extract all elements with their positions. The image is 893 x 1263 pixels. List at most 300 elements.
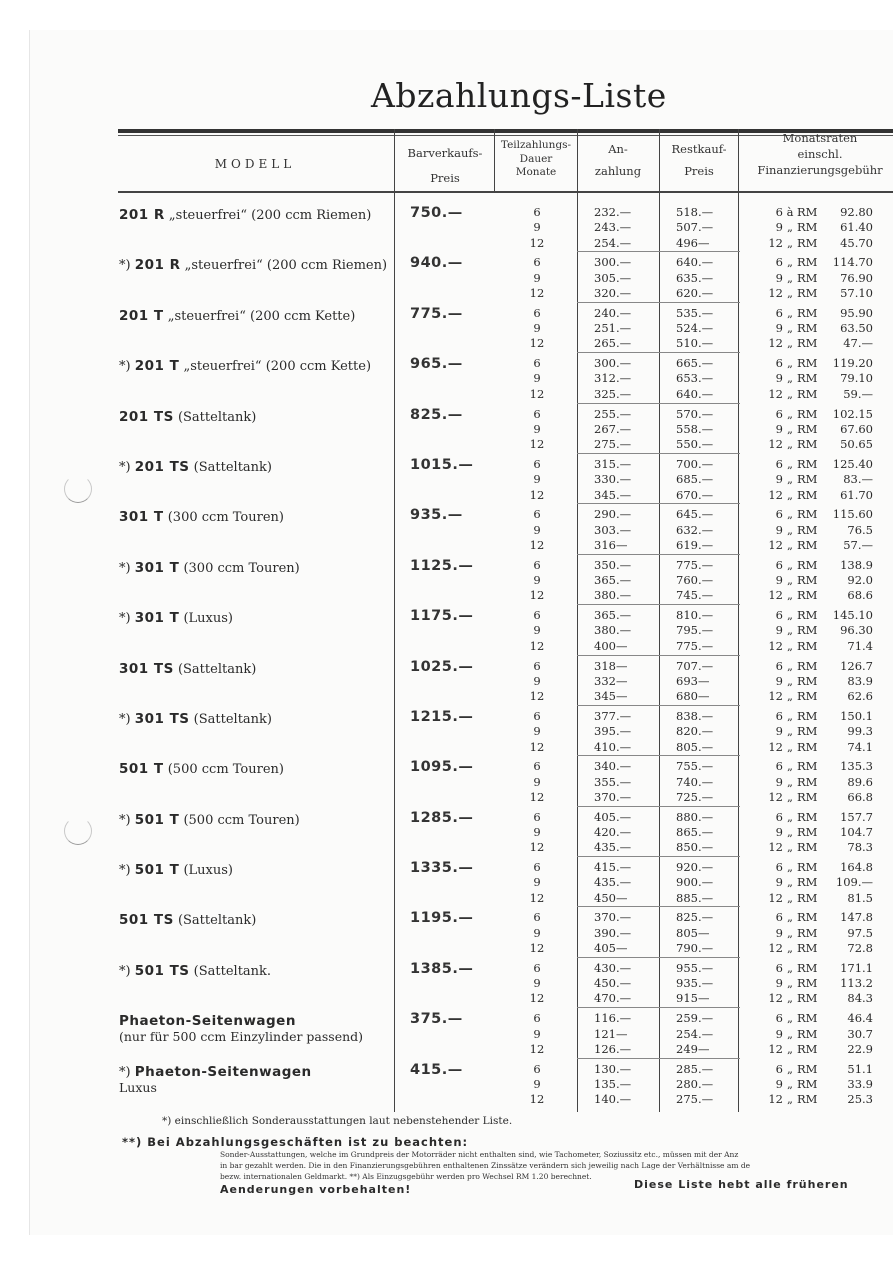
rate-amount: 92.0 [847,573,873,588]
model-name [119,912,256,928]
remaining-price-cell [676,255,713,301]
rate-line [759,236,873,251]
rate-line [759,573,873,588]
model-code: 201 TS [134,458,190,475]
rate-each: „ [787,573,793,588]
rate-line [759,976,873,991]
rate-each: „ [787,1092,793,1107]
rate-months: 12 [768,991,783,1006]
row-separator [577,906,740,907]
rate-each: „ [787,507,793,522]
down-payment-value: 370.— [594,910,632,925]
rate-months: 12 [768,1041,783,1056]
model-desc: (Satteltank) [177,409,257,425]
down-payment-value: 300.— [594,356,632,371]
months-value: 12 [529,638,545,653]
months-value: 9 [533,724,541,739]
rate-amount: 78.3 [847,840,873,855]
down-payment-value: 130.— [594,1061,632,1076]
down-payment-value: 435.— [594,840,632,855]
rate-line [759,588,873,603]
rate-each: „ [787,809,793,824]
cash-price: 1015.— [410,456,474,473]
remaining-price-value: 820.— [676,724,714,739]
header-teilzahlungsdauer: Teilzahlungs- Dauer Monate [500,139,572,178]
rate-currency: RM [797,1041,818,1056]
rate-currency: RM [797,809,818,824]
months-value: 12 [529,739,545,754]
model-prefix: *) [119,1064,135,1080]
remaining-price-value: 510.— [676,336,714,351]
table-row [0,251,893,301]
months-value: 12 [529,941,545,956]
rate-each: „ [787,472,793,487]
cash-price: 1385.— [410,960,474,977]
rate-line [759,1027,873,1042]
rate-months: 12 [768,840,783,855]
down-payment-value: 290.— [594,507,632,522]
rate-months: 9 [775,1076,783,1091]
rate-line [759,639,873,654]
months-value: 9 [533,774,541,789]
rate-each: „ [787,255,793,270]
rate-amount: 145.10 [832,608,873,623]
header-monatsraten: Monatsraten einschl. Finanzierungsgebühr [757,131,883,177]
rate-months: 6 [775,205,783,219]
rate-each: „ [787,623,793,638]
rate-currency: RM [797,1011,818,1026]
cash-price: 935.— [410,507,463,524]
rate-amount: 33.9 [847,1076,873,1091]
rate-each: „ [787,689,793,704]
model-code: 201 T [134,358,180,375]
remaining-price-value: 790.— [676,941,714,956]
table-row [0,957,893,1007]
rate-amount: 76.5 [847,522,873,537]
row-separator [577,806,740,807]
rate-months: 9 [775,522,783,537]
note-line: in bar gezahlt werden. Die in den Finanzierungsgebühren enthaltenen Zinssätze verändern sich jeweilig nach Lage der Verhältnisse am de [220,1161,751,1170]
row-separator [577,554,740,555]
months-cell [522,910,552,956]
rate-amount: 66.8 [847,789,873,804]
rate-months: 12 [768,638,783,653]
months-value: 6 [533,255,541,270]
monthly-rate-cell [759,407,873,453]
row-separator [577,453,740,454]
rate-line [759,387,873,402]
down-payment-value: 254.— [594,235,632,250]
model-code: 201 R [134,257,181,274]
down-payment-value: 380.— [594,588,632,603]
table-row [0,604,893,654]
row-separator [577,352,740,353]
rate-amount: 76.90 [840,270,873,285]
rate-months: 6 [775,356,783,371]
remaining-price-cell [676,810,713,856]
rate-currency: RM [797,976,818,991]
rate-amount: 97.5 [847,925,873,940]
rate-currency: RM [797,991,818,1006]
rate-each: „ [787,824,793,839]
row-separator [577,403,740,404]
down-payment-cell [594,1011,631,1057]
months-value: 9 [533,472,541,487]
model-name [119,761,284,777]
rate-currency: RM [797,623,818,638]
rate-line [759,623,873,638]
rate-each: „ [787,285,793,300]
remaining-price-value: 805— [676,925,710,940]
remaining-price-value: 775.— [676,557,714,572]
remaining-price-value: 880.— [676,809,714,824]
months-value: 9 [533,976,541,991]
remaining-price-value: 725.— [676,789,714,804]
model-code: 201 TS [119,408,174,425]
rate-amount: 104.7 [840,824,873,839]
rate-line [759,558,873,573]
table-row [0,755,893,805]
months-value: 9 [533,623,541,638]
rate-line [759,407,873,422]
rate-months: 9 [775,976,783,991]
cash-price: 1175.— [410,608,474,625]
rate-amount: 171.1 [840,960,873,975]
months-value: 6 [533,860,541,875]
remaining-price-value: 249— [676,1041,710,1056]
monthly-rate-cell [759,205,873,251]
rate-currency: RM [797,1026,818,1041]
down-payment-value: 240.— [594,305,632,320]
rate-amount: 119.20 [832,356,873,371]
down-payment-value: 315.— [594,456,632,471]
rate-months: 6 [775,456,783,471]
rate-each: „ [787,608,793,623]
down-payment-value: 415.— [594,860,632,875]
cash-price: 965.— [410,356,463,373]
months-value: 9 [533,573,541,588]
rate-amount: 95.90 [840,305,873,320]
rate-each: „ [787,673,793,688]
remaining-price-value: 665.— [676,356,714,371]
remaining-price-value: 825.— [676,910,714,925]
rate-each: „ [787,708,793,723]
rate-line [759,507,873,522]
cash-price: 775.— [410,305,463,322]
model-code: 201 R [119,207,165,223]
rate-currency: RM [797,557,818,572]
cash-price: 375.— [410,1011,463,1028]
remaining-price-cell [676,306,713,352]
rate-each: „ [787,658,793,673]
months-value: 6 [533,960,541,975]
months-value: 12 [529,386,545,401]
rate-each: „ [787,789,793,804]
down-payment-value: 435.— [594,875,632,890]
rate-currency: RM [797,840,818,855]
months-value: 9 [533,824,541,839]
rate-each: „ [787,910,793,925]
cash-price: 750.— [410,205,463,221]
rate-each: „ [787,305,793,320]
rate-amount: 83.9 [847,673,873,688]
rate-months: 9 [775,875,783,890]
rate-each: „ [787,774,793,789]
rate-months: 6 [775,1011,783,1026]
model-desc: (Luxus) [183,611,233,627]
rate-amount: 79.10 [840,371,873,386]
row-separator [577,251,740,252]
down-payment-value: 400— [594,638,628,653]
months-value: 6 [533,557,541,572]
row-separator [577,755,740,756]
remaining-price-cell [676,759,713,805]
months-value: 6 [533,305,541,320]
rate-line [759,740,873,755]
down-payment-value: 135.— [594,1076,632,1091]
months-value: 9 [533,673,541,688]
rate-amount: 57.10 [840,285,873,300]
down-payment-value: 340.— [594,759,632,774]
months-cell [522,659,552,705]
rate-line [759,220,873,235]
rate-currency: RM [797,960,818,975]
rate-currency: RM [797,638,818,653]
months-value: 6 [533,809,541,824]
months-value: 6 [533,456,541,471]
monthly-rate-cell [759,709,873,755]
rate-months: 6 [775,759,783,774]
model-desc: „steuerfrei“ (200 ccm Kette) [167,308,356,324]
rate-line [759,472,873,487]
rate-currency: RM [797,336,818,351]
remaining-price-value: 653.— [676,371,714,386]
rate-each: „ [787,638,793,653]
model-name [119,560,300,576]
rate-line [759,488,873,503]
rate-months: 12 [768,285,783,300]
rate-currency: RM [797,774,818,789]
down-payment-value: 345.— [594,487,632,502]
model-code: 301 T [134,610,180,627]
down-payment-value: 430.— [594,960,632,975]
down-payment-cell [594,860,631,906]
rate-each: „ [787,1026,793,1041]
cash-price: 825.— [410,406,463,423]
remaining-price-value: 935.— [676,976,714,991]
down-payment-value: 345— [594,689,628,704]
rate-months: 12 [768,537,783,552]
down-payment-value: 330.— [594,472,632,487]
note-line: bezw. internationalen Geldmarkt. **) Als Einzugsgebühr werden pro Wechsel RM 1.20 berechnet. [220,1172,592,1181]
rate-currency: RM [797,255,818,270]
rate-currency: RM [797,824,818,839]
rate-currency: RM [797,220,818,235]
rate-amount: 47.— [843,336,873,351]
rate-line [759,255,873,270]
rate-each: „ [787,537,793,552]
months-value: 9 [533,421,541,436]
rate-line [759,810,873,825]
note-heading: **) Bei Abzahlungsgeschäften ist zu beachten: [122,1135,469,1149]
months-cell [522,306,552,352]
down-payment-value: 450.— [594,976,632,991]
remaining-price-value: 755.— [676,759,714,774]
rate-currency: RM [797,739,818,754]
rate-each: „ [787,976,793,991]
rate-months: 12 [768,487,783,502]
months-value: 6 [533,356,541,371]
rate-currency: RM [797,673,818,688]
months-value: 12 [529,840,545,855]
remaining-price-cell [676,709,713,755]
rate-each: „ [787,941,793,956]
months-value: 12 [529,235,545,250]
rate-each: „ [787,1011,793,1026]
row-separator [577,302,740,303]
remaining-price-value: 885.— [676,890,714,905]
months-cell [522,407,552,453]
rate-each: „ [787,557,793,572]
table-row [0,1007,893,1057]
model-name [119,409,256,425]
table-row [0,806,893,856]
remaining-price-value: 693— [676,673,710,688]
months-value: 12 [529,991,545,1006]
remaining-price-value: 645.— [676,507,714,522]
table-row [0,655,893,705]
cash-price: 1335.— [410,860,474,877]
remaining-price-value: 496— [676,235,710,250]
row-separator [577,503,740,504]
rate-months: 12 [768,1092,783,1107]
table-row [0,503,893,553]
rate-months: 12 [768,739,783,754]
rate-amount: 109.— [835,875,873,890]
rate-amount: 62.6 [847,689,873,704]
rate-currency: RM [797,1061,818,1076]
months-cell [522,457,552,503]
rate-line [759,659,873,674]
rate-currency: RM [797,305,818,320]
rate-months: 9 [775,270,783,285]
rate-amount: 68.6 [847,588,873,603]
model-desc: (300 ccm Touren) [167,510,284,526]
rate-line [759,538,873,553]
rate-line [759,336,873,351]
remaining-price-value: 619.— [676,537,714,552]
remaining-price-value: 280.— [676,1076,714,1091]
remaining-price-value: 524.— [676,321,714,336]
rate-months: 6 [775,507,783,522]
rate-line [759,961,873,976]
down-payment-value: 121— [594,1026,628,1041]
months-value: 9 [533,371,541,386]
rate-currency: RM [797,910,818,925]
model-code: 301 T [134,559,180,576]
down-payment-value: 355.— [594,774,632,789]
months-value: 9 [533,321,541,336]
remaining-price-value: 507.— [676,220,714,235]
monthly-rate-cell [759,356,873,402]
monthly-rate-cell [759,860,873,906]
down-payment-value: 405— [594,941,628,956]
model-desc: (Satteltank) [177,913,257,929]
rate-line [759,991,873,1006]
months-cell [522,1062,552,1108]
rate-line [759,356,873,371]
rate-currency: RM [797,386,818,401]
rate-line [759,674,873,689]
rate-amount: 51.1 [847,1061,873,1076]
rate-amount: 25.3 [847,1092,873,1107]
remaining-price-value: 550.— [676,437,714,452]
down-payment-cell [594,356,631,402]
remaining-price-cell [676,1011,713,1057]
remaining-price-value: 760.— [676,573,714,588]
rate-months: 9 [775,421,783,436]
rate-each: „ [787,759,793,774]
rate-line [759,875,873,890]
rate-each: „ [787,960,793,975]
remaining-price-value: 535.— [676,305,714,320]
rate-currency: RM [797,941,818,956]
down-payment-value: 380.— [594,623,632,638]
rate-currency: RM [797,573,818,588]
down-payment-value: 251.— [594,321,632,336]
remaining-price-value: 915— [676,991,710,1006]
rate-line [759,321,873,336]
down-payment-cell [594,457,631,503]
down-payment-cell [594,659,627,705]
down-payment-value: 126.— [594,1041,632,1056]
months-value: 6 [533,759,541,774]
rate-months: 9 [775,724,783,739]
rate-months: 9 [775,925,783,940]
down-payment-value: 325.— [594,386,632,401]
down-payment-value: 420.— [594,824,632,839]
rate-each: „ [787,1041,793,1056]
rate-amount: 63.50 [840,321,873,336]
rate-line [759,790,873,805]
down-payment-value: 450— [594,890,628,905]
model-code: Phaeton-Seitenwagen [134,1063,312,1080]
rate-line [759,608,873,623]
monthly-rate-cell [759,961,873,1007]
down-payment-value: 365.— [594,608,632,623]
down-payment-value: 116.— [594,1011,632,1026]
rate-currency: RM [797,789,818,804]
cash-price: 940.— [410,255,463,272]
rate-each: „ [787,421,793,436]
down-payment-value: 370.— [594,789,632,804]
months-value: 12 [529,689,545,704]
down-payment-value: 232.— [594,205,632,219]
rate-amount: 61.40 [840,220,873,235]
months-value: 12 [529,437,545,452]
cash-price: 1095.— [410,759,474,776]
row-separator [577,957,740,958]
down-payment-cell [594,407,631,453]
down-payment-cell [594,810,631,856]
rate-currency: RM [797,1092,818,1107]
months-value: 12 [529,537,545,552]
rate-amount: 71.4 [847,638,873,653]
remaining-price-value: 640.— [676,386,714,401]
rate-each: „ [787,406,793,421]
rate-amount: 135.3 [840,759,873,774]
rate-each: à [786,205,794,219]
